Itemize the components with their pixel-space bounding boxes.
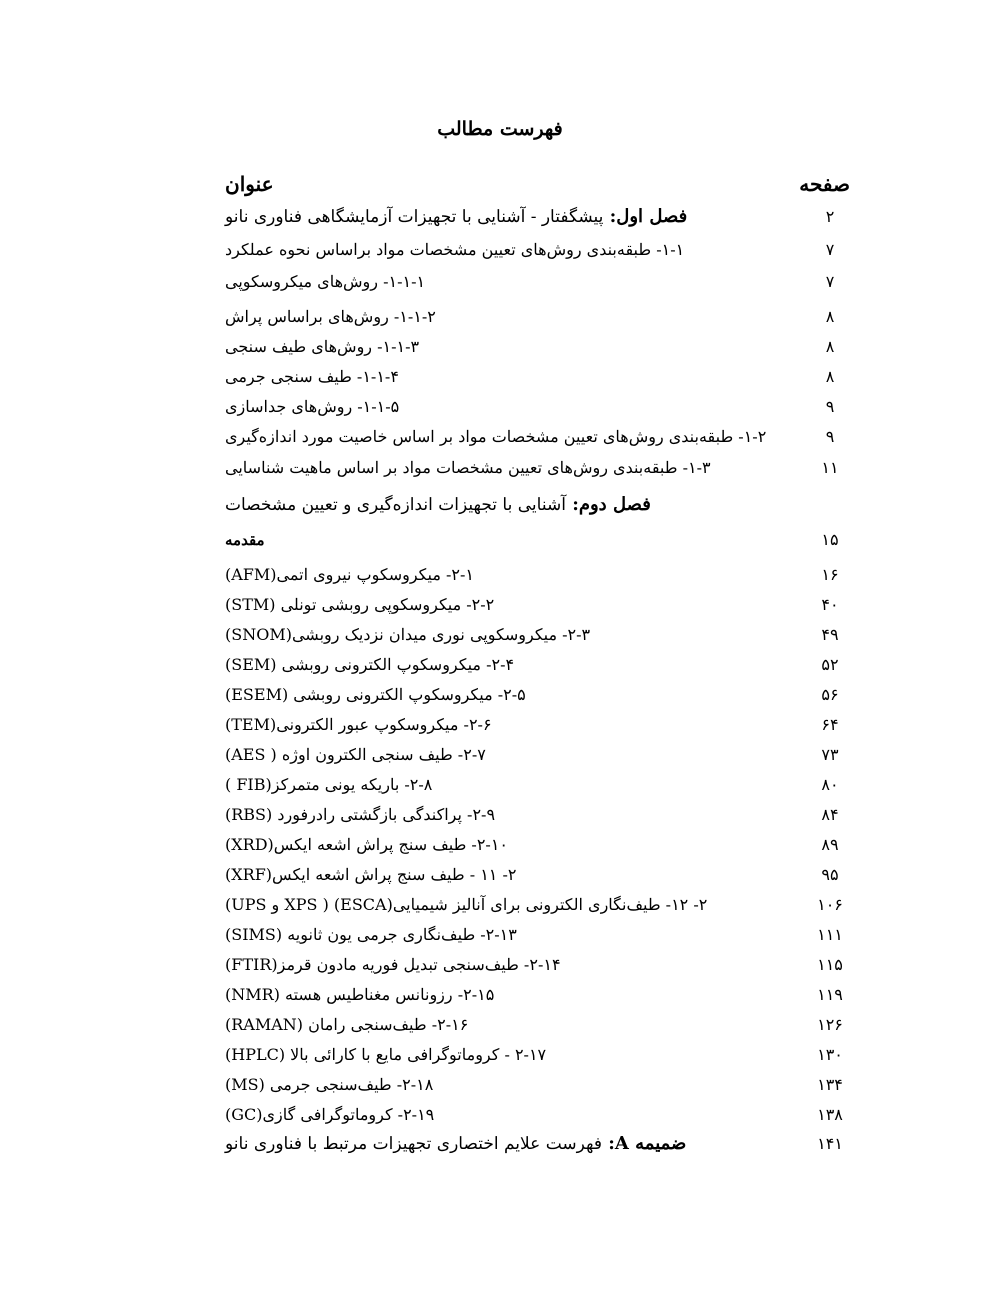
toc-entry-page: ۹ <box>825 427 835 446</box>
toc-entry-title <box>225 494 651 515</box>
toc-entry-page: ۴۹ <box>821 625 839 644</box>
toc-entry-title: ۱-۱- طبقه‌بندی روش‌های تعیین مشخصات مواد براساس نحوه عملکرد <box>225 240 685 259</box>
toc-entry-page: ۱۱۱ <box>817 925 843 944</box>
toc-row <box>225 745 850 764</box>
toc-row <box>225 1075 850 1094</box>
toc-row <box>225 1105 850 1124</box>
toc-row <box>225 625 850 644</box>
toc-entry-page: ۸ <box>825 337 835 356</box>
toc-entry-page: ۵۲ <box>821 655 839 674</box>
toc-entry-page: ۹ <box>825 397 835 416</box>
toc-entry-title: ۲-۱۶- طیف‌سنجی رامان (RAMAN) <box>225 1015 469 1034</box>
toc-entry-title: ۲-۲- میکروسکوپی روبشی تونلی (STM) <box>225 595 495 614</box>
toc-entry-title: مقدمه <box>225 531 265 549</box>
toc-entry-title: ۱-۲- طبقه‌بندی روش‌های تعیین مشخصات مواد بر اساس خاصیت مورد اندازه‌گیری <box>225 427 767 446</box>
toc-row <box>225 775 850 794</box>
toc-row <box>225 955 850 974</box>
chapter-label: ضمیمه A: <box>602 1133 687 1154</box>
page-title: فهرست مطالب <box>437 118 563 140</box>
toc-row <box>225 865 850 884</box>
toc-entry-page: ۵۶ <box>821 685 839 704</box>
toc-entry-title: ۲- ۱۱ - طیف سنج پراش اشعه ایکس(XRF) <box>225 865 517 884</box>
toc-entry-page: ۱۲۶ <box>817 1015 843 1034</box>
toc-entry-title: ۲-۱۹- کروماتوگرافی گازی(GC) <box>225 1105 435 1124</box>
toc-row <box>225 307 850 326</box>
toc-entry-page: ۱۳۰ <box>817 1045 843 1064</box>
toc-entry-page: ۷۳ <box>821 745 839 764</box>
toc-entry-page: ۷ <box>825 272 835 291</box>
toc-entry-page: ۹۵ <box>821 865 839 884</box>
toc-row <box>225 397 850 416</box>
toc-entry-page: ۲ <box>825 207 835 226</box>
toc-row <box>225 240 850 259</box>
toc-row <box>225 925 850 944</box>
toc-chapter-row <box>225 1133 850 1154</box>
toc-entry-page: ۸ <box>825 307 835 326</box>
toc-row <box>225 458 850 477</box>
toc-entry-title: ۲-۳- میکروسکوپی نوری میدان نزدیک روبشی(SNOM) <box>225 625 591 644</box>
toc-entry-page: ۱۰۶ <box>817 895 843 914</box>
toc-entry-page: ۱۴۱ <box>817 1134 843 1153</box>
toc-row <box>225 565 850 584</box>
toc-entry-title: ۱-۱-۵- روش‌های جداسازی <box>225 397 400 416</box>
toc-entry-page: ۱۱ <box>821 458 839 477</box>
toc-header <box>225 172 850 196</box>
toc-chapter-row <box>225 206 850 227</box>
toc-entry-page: ۸ <box>825 367 835 386</box>
toc-entry-page: ۱۱۹ <box>817 985 843 1004</box>
toc-entry-page: ۴۰ <box>821 595 839 614</box>
toc-entry-title: ۲-۱۰- طیف سنج پراش اشعه ایکس(XRD) <box>225 835 509 854</box>
toc-row <box>225 272 850 291</box>
toc-entry-page: ۱۱۵ <box>817 955 843 974</box>
toc-row <box>225 805 850 824</box>
toc-entry-page: ۱۵ <box>821 530 839 549</box>
toc-entry-title: ۲-۹- پراکندگی بازگشتی رادرفورد (RBS) <box>225 805 496 824</box>
toc-entry-title: ۲-۱۵- رزونانس مغناطیس هسته (NMR) <box>225 985 495 1004</box>
toc-chapter-row <box>225 494 850 515</box>
toc-row <box>225 835 850 854</box>
toc-entry-page: ۸۹ <box>821 835 839 854</box>
toc-entry-title: ۱-۱-۲- روش‌های براساس پراش <box>225 307 436 326</box>
chapter-title: پیشگفتار - آشنایی با تجهیزات آزمایشگاهی فناوری نانو <box>225 207 604 227</box>
toc-entry-title: ۲-۱۳- طیف‌نگاری جرمی یون ثانویه (SIMS) <box>225 925 517 944</box>
chapter-title: آشنایی با تجهیزات اندازه‌گیری و تعیین مشخصات <box>225 495 566 515</box>
toc-entry-title: ۲-۱۸- طیف‌سنجی جرمی (MS) <box>225 1075 434 1094</box>
toc-row <box>225 655 850 674</box>
chapter-label: فصل اول: <box>603 206 688 227</box>
toc-row <box>225 530 850 549</box>
toc-entry-title: ۲-۴- میکروسکوپ الکترونی روبشی (SEM) <box>225 655 515 674</box>
toc-entry-title <box>225 206 687 227</box>
toc-entry-title: ۲-۱۷ - کروماتوگرافی مایع با کارائی بالا (HPLC) <box>225 1045 547 1064</box>
toc-row <box>225 895 850 914</box>
page-column-label: صفحه <box>799 172 850 196</box>
chapter-label: فصل دوم: <box>565 494 651 515</box>
toc-entry-page: ۱۳۸ <box>817 1105 843 1124</box>
toc-row <box>225 427 850 446</box>
toc-entry-title: ۲-۶- میکروسکوپ عبور الکترونی(TEM) <box>225 715 492 734</box>
toc-entry-title <box>225 1133 686 1154</box>
toc-entry-title: ۱-۱-۳- روش‌های طیف سنجی <box>225 337 420 356</box>
toc-entry-title: ۱-۳- طبقه‌بندی روش‌های تعیین مشخصات مواد بر اساس ماهیت شناسایی <box>225 458 711 477</box>
toc-entry-page: ۶۴ <box>821 715 839 734</box>
toc-row <box>225 595 850 614</box>
toc-row <box>225 715 850 734</box>
toc-entry-title: ۲- ۱۲- طیف‌نگاری الکترونی برای آنالیز شیمیایی(ESCA) ( XPS و UPS) <box>225 895 708 914</box>
toc-entry-page: ۱۳۴ <box>817 1075 843 1094</box>
toc-entry-page: ۸۴ <box>821 805 839 824</box>
toc-row <box>225 1015 850 1034</box>
toc-entry-title: ۲-۷- طیف سنجی الکترون اوژه ( AES) <box>225 745 486 764</box>
toc-row <box>225 685 850 704</box>
toc-entry-page: ۷ <box>825 240 835 259</box>
toc-row <box>225 1045 850 1064</box>
toc-entry-title: ۲-۵- میکروسکوپ الکترونی روبشی (ESEM) <box>225 685 526 704</box>
toc-row <box>225 367 850 386</box>
toc-entry-title: ۲-۱۴- طیف‌سنجی تبدیل فوریه مادون قرمز(FTIR) <box>225 955 561 974</box>
title-column-label: عنوان <box>225 172 274 196</box>
chapter-title: فهرست علایم اختصاری تجهیزات مرتبط با فناوری نانو <box>225 1134 602 1154</box>
toc-entry-title: ۱-۱-۱- روش‌های میکروسکوپی <box>225 272 426 291</box>
toc-entry-title: ۲-۱- میکروسکوپ نیروی اتمی(AFM) <box>225 565 474 584</box>
toc-entry-title: ۲-۸- باریکه یونی متمرکز(FIB ) <box>225 775 433 794</box>
toc-entry-page: ۱۶ <box>821 565 839 584</box>
toc-row <box>225 985 850 1004</box>
toc-row <box>225 337 850 356</box>
toc-entry-title: ۱-۱-۴- طیف سنجی جرمی <box>225 367 399 386</box>
toc-entry-page: ۸۰ <box>821 775 839 794</box>
